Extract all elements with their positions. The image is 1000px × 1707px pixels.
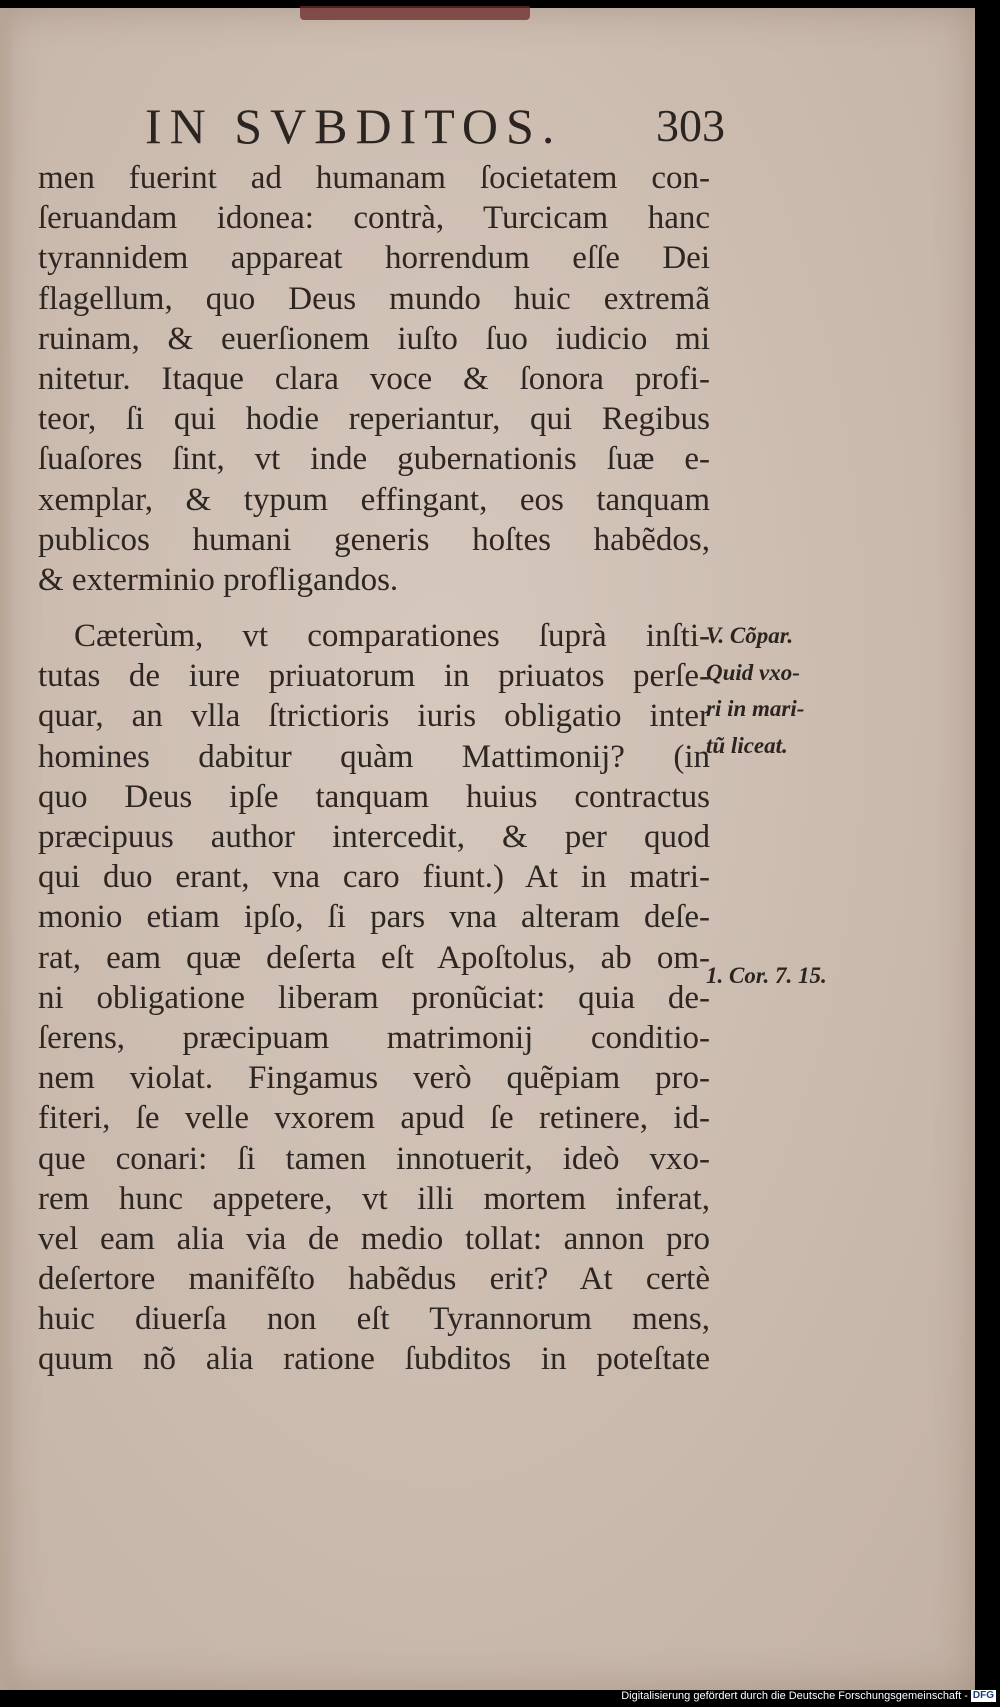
text-line: Cæterùm, vt comparationes ſuprà inſti- (74, 618, 710, 655)
text-line: teor, ſi qui hodie reperiantur, qui Regibus (38, 401, 710, 438)
text-line: tutas de iure priuatorum in priuatos perſe- (38, 658, 710, 695)
text-line: homines dabitur quàm Mattimonij? (in (38, 738, 710, 775)
text-line: ruinam, & euerſionem iuſto ſuo iudicio mi (38, 320, 710, 357)
text-line: præcipuus author intercedit, & per quod (38, 819, 710, 855)
text-line: rem hunc appetere, vt illi mortem inferat, (38, 1180, 710, 1217)
dfg-logo: DFG (972, 1690, 994, 1702)
text-line: nitetur. Itaque clara voce & ſonora profi- (38, 360, 710, 397)
text-line: que conari: ſi tamen innotuerit, ideò vxo- (38, 1140, 710, 1177)
margin-note-reference (706, 958, 856, 995)
text-line: flagellum, quo Deus mundo huic extremã (38, 280, 710, 317)
page-number: 303 (656, 100, 725, 151)
text-line: tyrannidem appareat horrendum eſſe Dei (38, 240, 710, 277)
text-line: publicos humani generis hoſtes habẽdos, (38, 521, 710, 558)
credit-text: Digitalisierung gefördert durch die Deutsche Forschungsgemeinschaft - (621, 1690, 968, 1702)
margin-note-line: tũ liceat. (706, 732, 788, 758)
page-edge-shadow (0, 8, 14, 1690)
text-line: quar, an vlla ſtrictioris iuris obligatio inter (38, 698, 710, 735)
text-line: huic diuerſa non eſt Tyrannorum mens, (38, 1301, 710, 1338)
text-line: & exterminio profligandos. (38, 561, 399, 598)
text-line: ſeruandam idonea: contrà, Turcicam hanc (38, 200, 710, 237)
text-line: rat, eam quæ deſerta eſt Apoſtolus, ab om- (38, 939, 710, 976)
text-line: ni obligatione liberam pronũciat: quia de- (38, 979, 710, 1016)
margin-note-line: 1. Cor. 7. 15. (706, 963, 827, 988)
text-line: monio etiam ipſo, ſi pars vna alteram deſe- (38, 899, 710, 936)
margin-note-comparison (706, 618, 856, 764)
text-line: men fuerint ad humanam ſocietatem con- (38, 160, 710, 196)
text-line: xemplar, & typum effingant, eos tanquam (38, 481, 710, 518)
digitization-credit (621, 1689, 996, 1703)
text-line: quum nõ alia ratione ſubditos in poteſtate (38, 1341, 710, 1378)
text-line: vel eam alia via de medio tollat: annon pro (38, 1220, 710, 1257)
margin-note-line: ri in mari- (706, 696, 805, 721)
paragraph-gap (38, 600, 710, 616)
text-line: qui duo erant, vna caro fiunt.) At in matri- (38, 859, 710, 896)
main-text (38, 158, 710, 1380)
text-line: ſuaſores ſint, vt inde gubernationis ſuæ e- (38, 441, 710, 478)
text-line: deſertore manifẽſto habẽdus erit? At certè (38, 1261, 710, 1298)
margin-note-line: Quid vxo- (706, 659, 800, 685)
text-line: nem violat. Fingamus verò quẽpiam pro- (38, 1060, 710, 1097)
book-page (0, 8, 975, 1690)
top-ribbon-mark (300, 6, 530, 20)
page-header (145, 96, 725, 156)
text-line: fiteri, ſe velle vxorem apud ſe retinere, id- (38, 1100, 710, 1137)
running-head: IN SVBDITOS. (145, 98, 563, 154)
text-line: quo Deus ipſe tanquam huius contractus (38, 778, 710, 815)
text-line: ſerens, præcipuam matrimonij conditio- (38, 1019, 710, 1056)
margin-note-line: V. Cõpar. (706, 623, 794, 648)
